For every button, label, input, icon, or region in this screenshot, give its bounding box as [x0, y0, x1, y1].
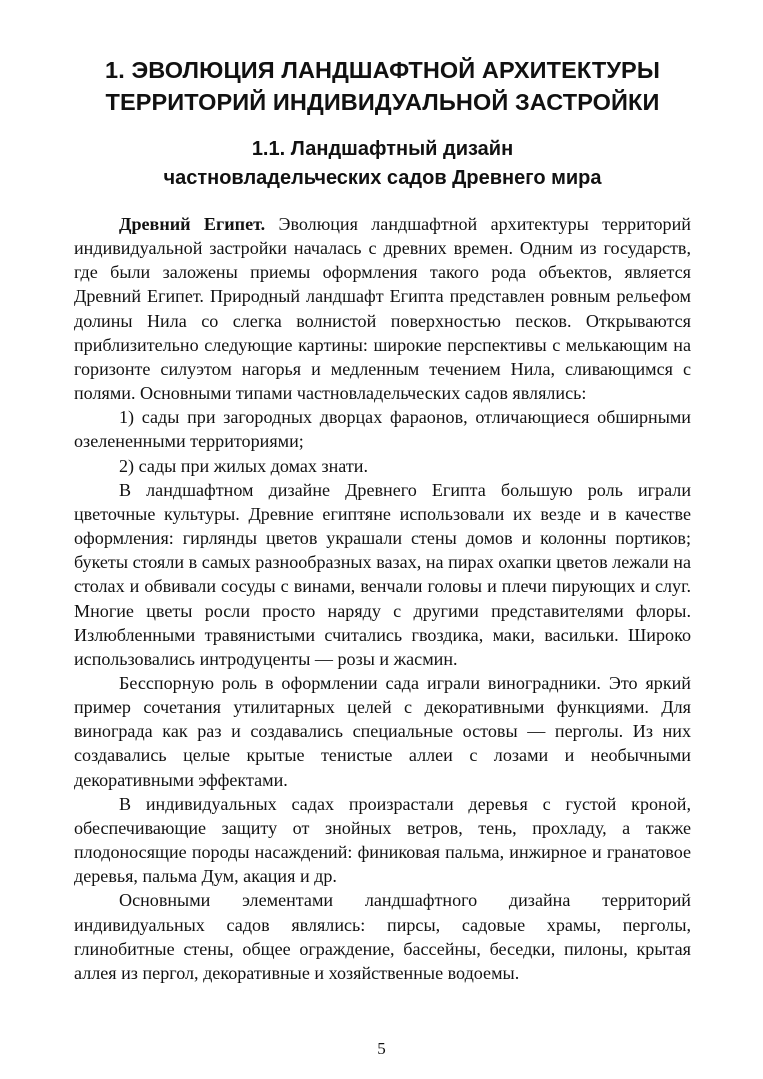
chapter-title-line-1: 1. ЭВОЛЮЦИЯ ЛАНДШАФТНОЙ АРХИТЕКТУРЫ [105, 57, 660, 83]
paragraph-egypt-intro [74, 212, 691, 405]
page-number: 5 [377, 1039, 386, 1058]
paragraph-text: Эволюция ландшафтной архитектуры территорий индивидуальной застройки началась с древних времен. Одним из государств, где были заложены приемы оформления такого рода объектов, является Древний Египет. Природный ландшафт Египта представлен ровным рельефом долины Нила со слегка волнистой поверхностью песков. Открываются приблизительно следующие картины: широкие перспективы с мелькающим на горизонте силуэтом нагорья и медленным течением Нила, сливающимся с полями. Основными типами частновладельческих садов являлись: [74, 214, 691, 404]
paragraph-trees: В индивидуальных садах произрастали деревья с густой кроной, обеспечивающие защиту от знойных ветров, тень, прохладу, а также плодоносящие породы насаждений: финиковая пальма, инжирное и гранатовое деревья, пальма Дум, акация и др. [74, 793, 691, 887]
paragraph-garden-elements: Основными элементами ландшафтного дизайна территорий индивидуальных садов являлись: пирсы, садовые храмы, перголы, глинобитные стены, общее ограждение, бассейны, беседки, пилоны, крытая аллея из пергол, декоративные и хозяйственные водоемы. [74, 890, 691, 983]
paragraph-flowers: В ландшафтном дизайне Древнего Египта большую роль играли цветочные культуры. Древние египтяне использовали их везде и в качестве оформления: гирлянды цветов украшали стены домов и колонны портиков; букеты стояли в самых разнообразных вазах, на пирах охапки цветов лежали на столах и обвивали сосуды с винами, венчали головы и плечи пирующих и слуг. Многие цветы росли просто наряду с другими представителями флоры. Излюбленными травянистыми считались гвоздика, маки, васильки. Широко использовались интродуценты — розы и жасмин. [74, 479, 691, 669]
paragraph-lead: Древний Египет. [119, 214, 266, 234]
section-title [74, 135, 691, 193]
section-title-line-1: 1.1. Ландшафтный дизайн [251, 138, 514, 160]
list-item-nobility-gardens: 2) сады при жилых домах знати. [119, 455, 368, 476]
body-text [74, 212, 691, 985]
section-title-line-2: частновладельческих садов Древнего мира [163, 167, 602, 189]
paragraph-vineyards: Бесспорную роль в оформлении сада играли виноградники. Это яркий пример сочетания утилитарных целей с декоративными функциями. Для винограда как раз и создавались специальные остовы — перголы. Из них создавались целые крытые тенистые аллеи с лозами и необычными декоративными эффектами. [74, 672, 691, 790]
chapter-title [74, 54, 691, 118]
list-item-palace-gardens: 1) сады при загородных дворцах фараонов, отличающиеся обширными озелененными территориями; [74, 407, 691, 452]
chapter-title-line-2: ТЕРРИТОРИЙ ИНДИВИДУАЛЬНОЙ ЗАСТРОЙКИ [105, 89, 660, 115]
